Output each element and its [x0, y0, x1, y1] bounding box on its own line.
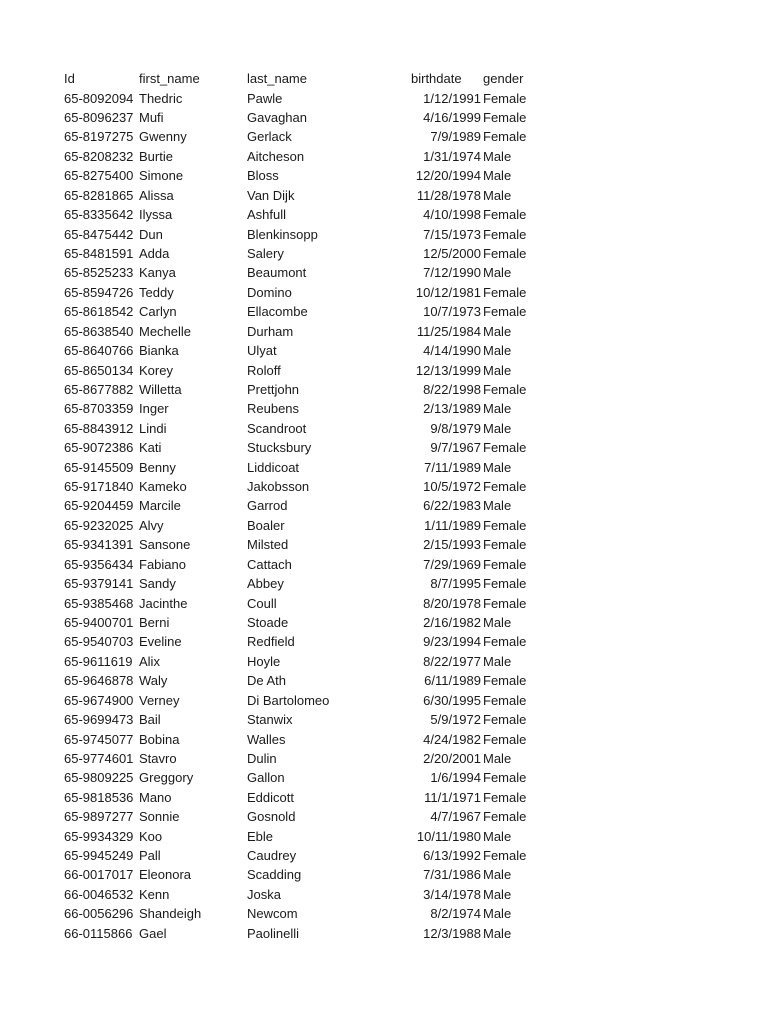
cell-first-name: Stavro [139, 750, 177, 766]
cell-first-name: Fabiano [139, 556, 186, 572]
cell-last-name: Joska [247, 886, 281, 902]
cell-id: 66-0046532 [64, 886, 134, 902]
cell-last-name: Durham [247, 323, 294, 339]
cell-gender: Male [483, 750, 512, 766]
table-row [0, 147, 768, 166]
cell-birthdate: 5/9/1972 [430, 712, 481, 727]
cell-birthdate: 6/11/1989 [424, 673, 481, 689]
cell-birthdate: 8/2/1974 [430, 906, 481, 922]
cell-last-name: Stoade [247, 614, 289, 630]
cell-id: 65-8525233 [64, 265, 134, 281]
table-row [0, 225, 768, 244]
cell-last-name: Gerlack [247, 129, 292, 145]
cell-first-name: Alissa [139, 187, 174, 203]
table-row [0, 788, 768, 807]
cell-last-name: Liddicoat [247, 459, 300, 475]
cell-id: 65-9232025 [64, 517, 134, 533]
cell-birthdate: 8/22/1998 [423, 381, 481, 397]
cell-first-name: Eleonora [139, 867, 192, 883]
cell-first-name: Benny [139, 459, 176, 475]
table-row [0, 768, 768, 787]
cell-last-name: Gavaghan [247, 110, 307, 125]
cell-gender: Male [483, 362, 512, 378]
table-row [0, 361, 768, 380]
cell-birthdate: 4/16/1999 [423, 110, 481, 125]
table-row [0, 108, 768, 127]
cell-id: 65-9646878 [64, 673, 134, 689]
cell-birthdate: 1/11/1989 [424, 517, 481, 533]
table-row [0, 904, 768, 923]
cell-birthdate: 1/31/1974 [423, 148, 481, 164]
cell-last-name: Gallon [247, 770, 285, 786]
cell-gender: Female [483, 110, 527, 125]
cell-first-name: Kati [139, 440, 162, 456]
cell-gender: Male [483, 459, 512, 475]
cell-gender: Female [483, 246, 527, 261]
cell-first-name: Berni [139, 614, 170, 630]
cell-last-name: Boaler [247, 517, 285, 533]
cell-last-name: Blenkinsopp [247, 226, 318, 242]
cell-birthdate: 7/31/1986 [423, 867, 481, 883]
cell-last-name: Stucksbury [247, 440, 312, 456]
table-row [0, 438, 768, 457]
cell-id: 65-9745077 [64, 731, 134, 747]
cell-last-name: Pawle [247, 90, 283, 106]
cell-first-name: Inger [139, 401, 169, 417]
cell-gender: Female [483, 226, 527, 242]
cell-first-name: Mechelle [139, 323, 192, 339]
cell-first-name: Bianka [139, 343, 179, 359]
cell-last-name: Ulyat [247, 343, 277, 359]
cell-birthdate: 8/7/1995 [430, 576, 481, 592]
cell-birthdate: 10/7/1973 [423, 304, 481, 320]
cell-id: 65-9400701 [64, 614, 134, 630]
cell-first-name: Alvy [139, 517, 164, 533]
cell-gender: Male [483, 168, 512, 184]
cell-gender: Female [483, 440, 527, 456]
cell-birthdate: 12/13/1999 [415, 362, 481, 378]
table-row [0, 671, 768, 690]
cell-first-name: Carlyn [139, 304, 177, 320]
header-gender: gender [483, 71, 524, 86]
cell-first-name: Dun [139, 226, 163, 242]
header-row [0, 69, 768, 88]
cell-gender: Male [483, 925, 512, 941]
cell-first-name: Koo [139, 828, 163, 844]
cell-gender: Female [483, 517, 527, 533]
cell-id: 65-9385468 [64, 595, 134, 611]
cell-gender: Female [483, 712, 527, 727]
table-row [0, 691, 768, 710]
cell-first-name: Gwenny [139, 129, 187, 145]
table-row [0, 807, 768, 826]
cell-id: 66-0017017 [64, 867, 134, 883]
cell-gender: Male [483, 614, 512, 630]
cell-last-name: Garrod [247, 498, 288, 514]
cell-id: 65-8208232 [64, 148, 134, 164]
cell-birthdate: 4/24/1982 [423, 731, 481, 747]
table-row [0, 516, 768, 535]
header-first-name: first_name [139, 71, 200, 86]
cell-birthdate: 10/12/1981 [415, 284, 481, 300]
table-row [0, 594, 768, 613]
cell-last-name: Roloff [247, 362, 281, 378]
cell-first-name: Willetta [139, 381, 182, 397]
table-row [0, 341, 768, 360]
cell-first-name: Kameko [139, 479, 187, 494]
cell-gender: Female [483, 381, 527, 397]
cell-birthdate: 9/8/1979 [430, 420, 481, 436]
cell-gender: Female [483, 479, 527, 494]
table-row [0, 302, 768, 321]
cell-id: 65-8638540 [64, 323, 134, 339]
cell-id: 65-9699473 [64, 712, 134, 727]
table-row [0, 924, 768, 943]
cell-id: 66-0056296 [64, 906, 134, 922]
cell-gender: Female [483, 848, 527, 863]
cell-id: 65-9674900 [64, 692, 134, 708]
cell-id: 65-8275400 [64, 168, 134, 184]
cell-birthdate: 12/3/1988 [423, 925, 481, 941]
table-row [0, 632, 768, 651]
cell-first-name: Bail [139, 712, 161, 727]
cell-birthdate: 9/23/1994 [423, 634, 481, 650]
cell-first-name: Kenn [139, 886, 170, 902]
cell-first-name: Waly [139, 673, 168, 689]
cell-birthdate: 2/15/1993 [423, 537, 481, 553]
cell-id: 65-8640766 [64, 343, 134, 359]
cell-id: 65-8197275 [64, 129, 134, 145]
cell-first-name: Bobina [139, 731, 180, 747]
cell-first-name: Simone [139, 168, 184, 184]
cell-last-name: Beaumont [247, 265, 307, 281]
cell-first-name: Eveline [139, 634, 182, 650]
cell-birthdate: 3/14/1978 [423, 886, 481, 902]
cell-birthdate: 7/11/1989 [424, 459, 481, 475]
cell-birthdate: 4/14/1990 [423, 343, 481, 359]
cell-first-name: Mano [139, 789, 172, 805]
cell-birthdate: 8/20/1978 [423, 595, 481, 611]
cell-last-name: Newcom [247, 906, 298, 922]
cell-last-name: Van Dijk [247, 187, 295, 203]
cell-last-name: Prettjohn [247, 381, 300, 397]
cell-gender: Female [483, 284, 527, 300]
table-row [0, 730, 768, 749]
cell-first-name: Greggory [139, 770, 194, 786]
cell-last-name: Bloss [247, 168, 279, 184]
cell-last-name: Hoyle [247, 653, 281, 669]
cell-last-name: Jakobsson [247, 479, 310, 494]
cell-gender: Female [483, 809, 527, 825]
cell-last-name: Ellacombe [247, 304, 308, 320]
table-row [0, 89, 768, 108]
cell-gender: Male [483, 906, 512, 922]
cell-gender: Male [483, 187, 512, 203]
cell-last-name: Abbey [247, 576, 284, 592]
cell-first-name: Mufi [139, 110, 164, 125]
cell-first-name: Kanya [139, 265, 176, 281]
cell-last-name: Redfield [247, 634, 295, 650]
cell-last-name: Aitcheson [247, 148, 305, 164]
table-row [0, 458, 768, 477]
cell-id: 65-9774601 [64, 750, 134, 766]
table-row [0, 166, 768, 185]
cell-id: 65-8281865 [64, 187, 134, 203]
cell-first-name: Pall [139, 848, 161, 863]
cell-first-name: Adda [139, 246, 170, 261]
cell-birthdate: 9/7/1967 [430, 440, 481, 456]
cell-id: 65-9809225 [64, 770, 134, 786]
cell-last-name: Salery [247, 246, 284, 261]
table-row [0, 555, 768, 574]
cell-birthdate: 6/30/1995 [423, 692, 481, 708]
cell-gender: Male [483, 343, 512, 359]
table-row [0, 186, 768, 205]
cell-gender: Female [483, 789, 527, 805]
cell-id: 65-9540703 [64, 634, 134, 650]
cell-last-name: Cattach [247, 556, 292, 572]
cell-first-name: Jacinthe [139, 595, 188, 611]
table-row [0, 263, 768, 282]
cell-birthdate: 10/11/1980 [416, 828, 481, 844]
cell-last-name: Ashfull [247, 207, 287, 223]
cell-birthdate: 2/13/1989 [423, 401, 481, 417]
cell-birthdate: 7/15/1973 [423, 226, 481, 242]
cell-birthdate: 4/10/1998 [423, 207, 481, 223]
cell-birthdate: 8/22/1977 [423, 653, 481, 669]
cell-gender: Male [483, 886, 512, 902]
cell-gender: Female [483, 304, 527, 320]
cell-last-name: Scandroot [247, 420, 307, 436]
cell-birthdate: 12/20/1994 [415, 168, 481, 184]
cell-id: 65-9341391 [64, 537, 134, 553]
cell-first-name: Shandeigh [139, 906, 202, 922]
cell-id: 65-9897277 [64, 809, 134, 825]
cell-first-name: Lindi [139, 420, 167, 436]
cell-id: 65-8475442 [64, 226, 134, 242]
cell-gender: Male [483, 401, 512, 417]
cell-id: 65-9611619 [64, 653, 133, 669]
cell-birthdate: 10/5/1972 [423, 479, 481, 494]
cell-last-name: Eble [247, 828, 274, 844]
table-row [0, 613, 768, 632]
cell-id: 65-8096237 [64, 110, 134, 125]
table-row [0, 885, 768, 904]
cell-id: 65-8335642 [64, 207, 134, 223]
table-row [0, 322, 768, 341]
table-row [0, 749, 768, 768]
table-row [0, 283, 768, 302]
cell-first-name: Alix [139, 653, 160, 669]
cell-birthdate: 7/9/1989 [430, 129, 481, 145]
cell-last-name: Dulin [247, 750, 277, 766]
cell-id: 65-9356434 [64, 556, 134, 572]
cell-first-name: Marcile [139, 498, 181, 514]
cell-last-name: Gosnold [247, 809, 296, 825]
cell-last-name: Scadding [247, 867, 302, 883]
cell-first-name: Verney [139, 692, 180, 708]
cell-birthdate: 7/12/1990 [423, 265, 481, 281]
cell-birthdate: 2/16/1982 [423, 614, 481, 630]
table-row [0, 827, 768, 846]
cell-last-name: Coull [247, 595, 277, 611]
table-row [0, 496, 768, 515]
cell-birthdate: 2/20/2001 [423, 750, 481, 766]
cell-last-name: Caudrey [247, 848, 297, 863]
cell-birthdate: 7/29/1969 [423, 556, 481, 572]
cell-id: 65-8594726 [64, 284, 134, 300]
cell-last-name: Reubens [247, 401, 300, 417]
header-id: Id [64, 71, 75, 86]
cell-gender: Male [483, 653, 512, 669]
cell-gender: Female [483, 731, 527, 747]
table-row [0, 127, 768, 146]
table-row [0, 535, 768, 554]
cell-gender: Male [483, 265, 512, 281]
cell-gender: Female [483, 90, 527, 106]
cell-id: 65-8650134 [64, 362, 134, 378]
table-row [0, 380, 768, 399]
cell-gender: Male [483, 323, 512, 339]
cell-birthdate: 6/13/1992 [423, 848, 481, 863]
cell-last-name: Milsted [247, 537, 289, 553]
cell-gender: Male [483, 867, 512, 883]
cell-gender: Female [483, 692, 527, 708]
cell-gender: Female [483, 576, 527, 592]
cell-birthdate: 4/7/1967 [430, 809, 481, 825]
cell-id: 65-9204459 [64, 498, 134, 514]
table-row [0, 477, 768, 496]
cell-gender: Female [483, 537, 527, 553]
cell-id: 65-9379141 [64, 576, 134, 592]
cell-birthdate: 12/5/2000 [423, 246, 481, 261]
cell-gender: Male [483, 420, 512, 436]
cell-gender: Female [483, 207, 527, 223]
cell-id: 65-8618542 [64, 304, 134, 320]
table-row [0, 652, 768, 671]
header-birthdate: birthdate [411, 71, 462, 86]
header-last-name: last_name [247, 71, 307, 86]
cell-birthdate: 11/28/1978 [416, 187, 481, 203]
cell-first-name: Korey [139, 362, 173, 378]
cell-last-name: Eddicott [247, 789, 294, 805]
cell-id: 65-9818536 [64, 789, 134, 805]
table-row [0, 865, 768, 884]
cell-last-name: De Ath [247, 673, 287, 689]
cell-gender: Female [483, 129, 527, 145]
cell-id: 65-9145509 [64, 459, 134, 475]
cell-birthdate: 6/22/1983 [423, 498, 481, 514]
cell-last-name: Domino [247, 284, 292, 300]
cell-gender: Female [483, 634, 527, 650]
cell-first-name: Sonnie [139, 809, 180, 825]
cell-first-name: Ilyssa [139, 207, 173, 223]
cell-gender: Female [483, 770, 527, 786]
cell-first-name: Sandy [139, 576, 176, 592]
table-row [0, 205, 768, 224]
cell-first-name: Sansone [139, 537, 191, 553]
cell-first-name: Teddy [139, 284, 174, 300]
table-row [0, 419, 768, 438]
cell-birthdate: 1/6/1994 [430, 770, 481, 786]
cell-birthdate: 11/1/1971 [424, 789, 481, 805]
cell-first-name: Thedric [139, 90, 183, 106]
cell-gender: Male [483, 828, 512, 844]
cell-gender: Female [483, 595, 527, 611]
cell-id: 65-8677882 [64, 381, 134, 397]
table-row [0, 244, 768, 263]
cell-birthdate: 11/25/1984 [416, 323, 481, 339]
cell-last-name: Di Bartolomeo [247, 692, 330, 708]
cell-id: 66-0115866 [64, 925, 133, 941]
cell-first-name: Burtie [139, 148, 173, 164]
cell-gender: Male [483, 148, 512, 164]
cell-id: 65-8092094 [64, 90, 134, 106]
table-row [0, 846, 768, 865]
cell-id: 65-9934329 [64, 828, 134, 844]
cell-gender: Female [483, 556, 527, 572]
cell-birthdate: 1/12/1991 [423, 90, 481, 106]
cell-first-name: Gael [139, 925, 167, 941]
cell-id: 65-8703359 [64, 401, 134, 417]
cell-id: 65-8843912 [64, 420, 134, 436]
table-row [0, 710, 768, 729]
cell-id: 65-9072386 [64, 440, 134, 456]
cell-id: 65-9171840 [64, 479, 134, 494]
cell-last-name: Stanwix [247, 712, 293, 727]
cell-id: 65-9945249 [64, 848, 134, 863]
table-row [0, 399, 768, 418]
cell-last-name: Walles [247, 731, 286, 747]
table-row [0, 574, 768, 593]
cell-gender: Female [483, 673, 527, 689]
cell-id: 65-8481591 [64, 246, 134, 261]
cell-last-name: Paolinelli [247, 925, 300, 941]
cell-gender: Male [483, 498, 512, 514]
